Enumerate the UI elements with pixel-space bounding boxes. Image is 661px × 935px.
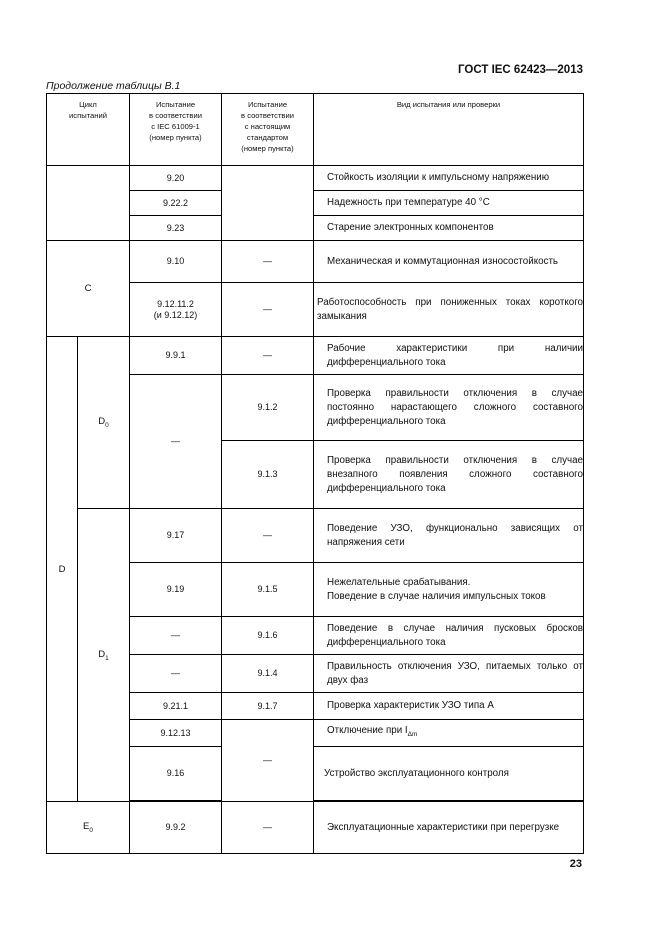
iec-clause-cell: —	[130, 617, 222, 655]
std-clause-cell: 9.1.3	[222, 441, 314, 509]
test-cycles-table	[46, 93, 584, 854]
header-cycle-line: Цикл	[79, 100, 97, 109]
std-clause-cell: —	[222, 337, 314, 375]
test-description-cell	[314, 693, 584, 720]
table-continuation-caption: Продолжение таблицы В.1	[46, 80, 181, 92]
cycle-d0-cell	[78, 337, 130, 509]
cycle-d1-cell	[78, 509, 130, 802]
cycle-d-cell: D	[47, 337, 78, 802]
test-description: Стойкость изоляции к импульсному напряжению	[327, 172, 550, 183]
test-description: Нежелательные срабатывания.	[327, 576, 471, 588]
test-description-cell	[314, 283, 584, 337]
test-description-cell	[314, 337, 584, 375]
iec-clause-cell: —	[130, 375, 222, 509]
iec-clause-cell: 9.9.1	[130, 337, 222, 375]
test-description-subscript: Δm	[407, 730, 418, 738]
table-row	[47, 166, 584, 191]
test-description-cell	[314, 563, 584, 617]
std-clause-cell: —	[222, 283, 314, 337]
cycle-subscript: 0	[105, 421, 109, 429]
test-description-cell	[314, 191, 584, 216]
iec-clause: 9.12.11.2	[157, 298, 194, 309]
std-clause-cell: 9.1.2	[222, 375, 314, 441]
std-clause-cell: 9.1.5	[222, 563, 314, 617]
test-description-cell	[314, 747, 584, 801]
std-clause-cell: —	[222, 720, 314, 802]
test-description-cell	[314, 720, 584, 747]
standard-title: ГОСТ IEC 62423—2013	[458, 64, 583, 76]
test-description: Проверка правильности отключения в случае постоянно нарастающего сложного составного дифференциального тока	[327, 387, 583, 427]
test-description-extra: Поведение в случае наличия импульсных токов	[327, 590, 546, 602]
header-test-type	[314, 94, 584, 166]
std-clause-cell	[222, 166, 314, 241]
test-description: Поведение УЗО, функционально зависящих от напряжения сети	[327, 522, 583, 548]
iec-clause-cell: 9.21.1	[130, 693, 222, 720]
header-std-line: стандартом	[246, 133, 289, 142]
header-iec-line: (номер пункта)	[149, 133, 202, 142]
iec-clause-cell: 9.20	[130, 166, 222, 191]
test-description: Проверка правильности отключения в случае внезапного появления сложного составного дифференциального тока	[327, 454, 583, 494]
test-description: Работоспособность при пониженных токах короткого замыкания	[317, 296, 583, 322]
std-clause-cell: —	[222, 802, 314, 854]
test-description-cell	[314, 375, 584, 441]
std-clause-cell: —	[222, 241, 314, 283]
cycle-e0-cell	[47, 802, 130, 854]
iec-clause-cell	[130, 283, 222, 337]
table-row	[47, 509, 584, 563]
header-iec-line: с IEC 61009-1	[151, 122, 200, 131]
test-description: Рабочие характеристики при наличии дифференциального тока	[327, 342, 583, 368]
iec-clause-cell: —	[130, 655, 222, 693]
iec-clause-cell: 9.10	[130, 241, 222, 283]
std-clause-cell: 9.1.4	[222, 655, 314, 693]
std-clause-cell: —	[222, 509, 314, 563]
header-iec-line: Испытание	[155, 100, 196, 109]
iec-clause-extra: (и 9.12.12)	[153, 309, 198, 320]
cycle-label: D	[98, 416, 106, 428]
test-description: Старение электронных компонентов	[327, 222, 494, 233]
header-std-clause	[222, 94, 314, 166]
table-row	[47, 241, 584, 283]
iec-clause-cell: 9.23	[130, 216, 222, 241]
test-description: Эксплуатационные характеристики при перегрузке	[327, 821, 560, 833]
test-description: Правильность отключения УЗО, питаемых только от двух фаз	[327, 660, 583, 686]
test-description: Механическая и коммутационная износостойкость	[327, 255, 559, 267]
cycle-c-cell: C	[47, 241, 130, 337]
test-description: Устройство эксплуатационного контроля	[324, 767, 509, 779]
table-row	[47, 337, 584, 375]
std-clause-cell: 9.1.7	[222, 693, 314, 720]
test-description-cell	[314, 617, 584, 655]
test-description-cell	[314, 241, 584, 283]
cycle-label: D	[98, 648, 106, 660]
test-description-cell	[314, 216, 584, 241]
cycle-subscript: 0	[89, 826, 93, 834]
std-clause-cell: 9.1.6	[222, 617, 314, 655]
iec-clause-cell: 9.19	[130, 563, 222, 617]
test-description-cell	[314, 655, 584, 693]
iec-clause-cell: 9.9.2	[130, 802, 222, 854]
test-description-cell	[314, 509, 584, 563]
header-cycle-line: испытаний	[69, 111, 107, 120]
header-iec-line: в соответствии	[149, 111, 202, 120]
header-std-line: с настоящим	[244, 122, 291, 131]
header-cycle	[47, 94, 130, 166]
test-description: Проверка характеристик УЗО типа А	[327, 700, 494, 711]
header-test-type-line: Вид испытания или проверки	[396, 100, 501, 109]
test-description-cell	[314, 802, 584, 854]
cycle-label: E	[83, 821, 90, 833]
table-header-row	[47, 94, 584, 166]
iec-clause-cell: 9.16	[130, 747, 222, 801]
test-description: Надежность при температуре 40 °С	[327, 197, 490, 208]
test-description-cell	[314, 441, 584, 509]
test-description	[314, 724, 583, 742]
table-row	[47, 802, 584, 854]
iec-clause-cell: 9.12.13	[130, 720, 222, 747]
page-number: 23	[569, 858, 582, 870]
header-std-line: в соответствии	[241, 111, 294, 120]
iec-clause-cell: 9.17	[130, 509, 222, 563]
header-iec-clause	[130, 94, 222, 166]
test-description-cell	[314, 166, 584, 191]
cycle-subscript: 1	[105, 654, 109, 662]
test-description: Поведение в случае наличия пусковых бросков дифференциального тока	[327, 622, 583, 648]
iec-clause-cell: 9.22.2	[130, 191, 222, 216]
header-std-line: Испытание	[247, 100, 288, 109]
test-description-text: Отключение при I	[327, 725, 408, 737]
header-std-line: (номер пункта)	[241, 144, 294, 153]
cycle-cell-empty	[47, 166, 130, 241]
